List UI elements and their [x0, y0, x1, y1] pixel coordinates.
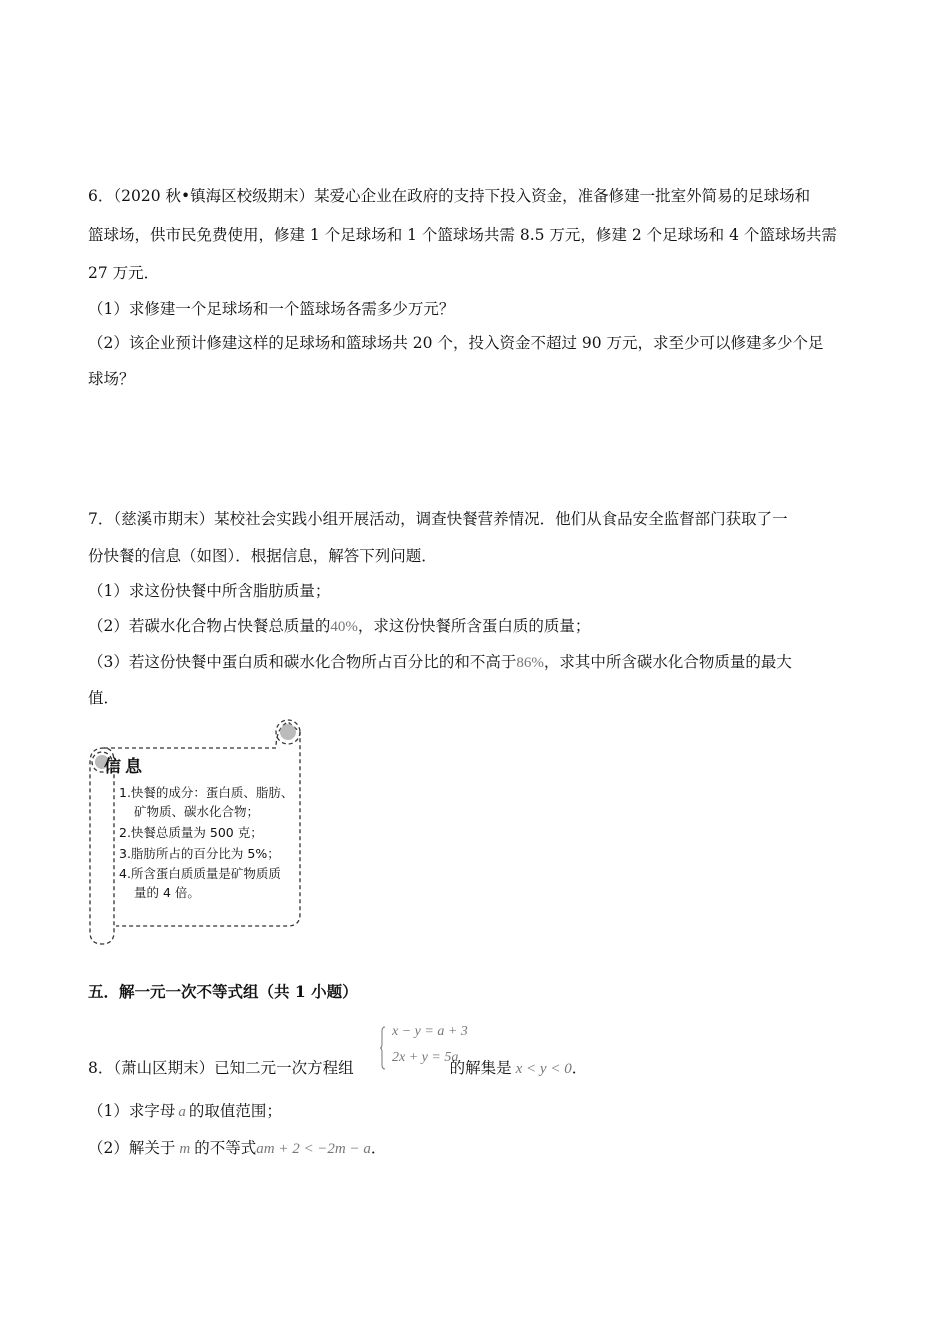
- q8-part2: [88, 1138, 386, 1159]
- q8-solution-condition: x < y < 0: [515, 1061, 572, 1077]
- info-item-4-cont: 量的 4 倍。: [134, 885, 200, 900]
- info-item-1: 1.快餐的成分：蛋白质、脂肪、: [119, 785, 294, 800]
- q8-part2-text: （2）解关于: [88, 1139, 176, 1157]
- q6-stem-line2: 篮球场，供市民免费使用，修建 1 个足球场和 1 个篮球场共需 8.5 万元，修建 2 个足球场和 4 个篮球场共需: [88, 226, 837, 244]
- q7-part1: （1）求这份快餐中所含脂肪质量；: [88, 582, 331, 600]
- q8-part1: [88, 1101, 282, 1122]
- info-item-2: 2.快餐总质量为 500 克；: [119, 825, 263, 840]
- system-equation-1: x − y = a + 3: [392, 1024, 468, 1039]
- q6-part2-line2: 球场？: [88, 370, 135, 388]
- q8-part1-var: a: [178, 1104, 186, 1120]
- q7-part3-text: （3）若这份快餐中蛋白质和碳水化合物所占百分比的和不高于: [88, 653, 517, 671]
- q8-part2-inequality: am + 2 < −2m − a: [256, 1141, 371, 1157]
- q8-stem-end: ．: [571, 1059, 588, 1077]
- q8-stem-text: 8．（萧山区期末）已知二元一次方程组: [88, 1059, 354, 1077]
- q7-part3-text-end: ，求其中所含碳水化合物质量的最大: [543, 653, 792, 671]
- info-title: 信息: [104, 757, 146, 777]
- q7-part3: [88, 652, 792, 673]
- info-item-1-cont: 矿物质、碳水化合物；: [134, 804, 260, 819]
- q8-part2-text-end: ．: [370, 1139, 387, 1157]
- q7-stem-line1: 7．（慈溪市期末）某校社会实践小组开展活动，调查快餐营养情况．他们从食品安全监督部门获取了一: [88, 510, 788, 528]
- q8-part1-text: （1）求字母: [88, 1102, 176, 1120]
- q7-part3-percent: 86%: [516, 655, 544, 671]
- q7-part2-text: （2）若碳水化合物占快餐总质量的: [88, 617, 331, 635]
- q7-part2: [88, 616, 590, 637]
- q8-stem-mid: 的解集是: [449, 1059, 512, 1077]
- info-item-4: 4.所含蛋白质质量是矿物质质: [119, 866, 281, 881]
- q7-stem-line2: 份快餐的信息（如图）．根据信息，解答下列问题．: [88, 547, 437, 565]
- q6-stem-line3: 27 万元．: [88, 264, 160, 282]
- q7-part2-percent: 40%: [330, 619, 358, 635]
- q8-part2-var: m: [179, 1141, 191, 1157]
- q8-stem: [88, 1058, 587, 1079]
- system-equation-2: 2x + y = 5a: [392, 1050, 459, 1065]
- q8-part2-text-mid: 的不等式: [194, 1139, 257, 1157]
- curl-top-fill: [280, 724, 296, 740]
- q8-part1-text-end: 的取值范围；: [188, 1102, 282, 1120]
- q6-stem-line1: 6．（2020 秋•镇海区校级期末）某爱心企业在政府的支持下投入资金，准备修建一批室外简易的足球场和: [88, 187, 811, 205]
- q7-part3-line2: 值．: [88, 689, 120, 707]
- section-5-heading: 五．解一元一次不等式组（共 1 小题）: [88, 982, 358, 1001]
- q6-part2-line1: （2）该企业预计修建这样的足球场和篮球场共 20 个，投入资金不超过 90 万元，求至少可以修建多少个足: [88, 334, 824, 352]
- q6-part1: （1）求修建一个足球场和一个篮球场各需多少万元？: [88, 300, 455, 318]
- q7-part2-text-end: ，求这份快餐所含蛋白质的质量；: [357, 617, 591, 635]
- info-item-3: 3.脂肪所占的百分比为 5%；: [119, 846, 280, 861]
